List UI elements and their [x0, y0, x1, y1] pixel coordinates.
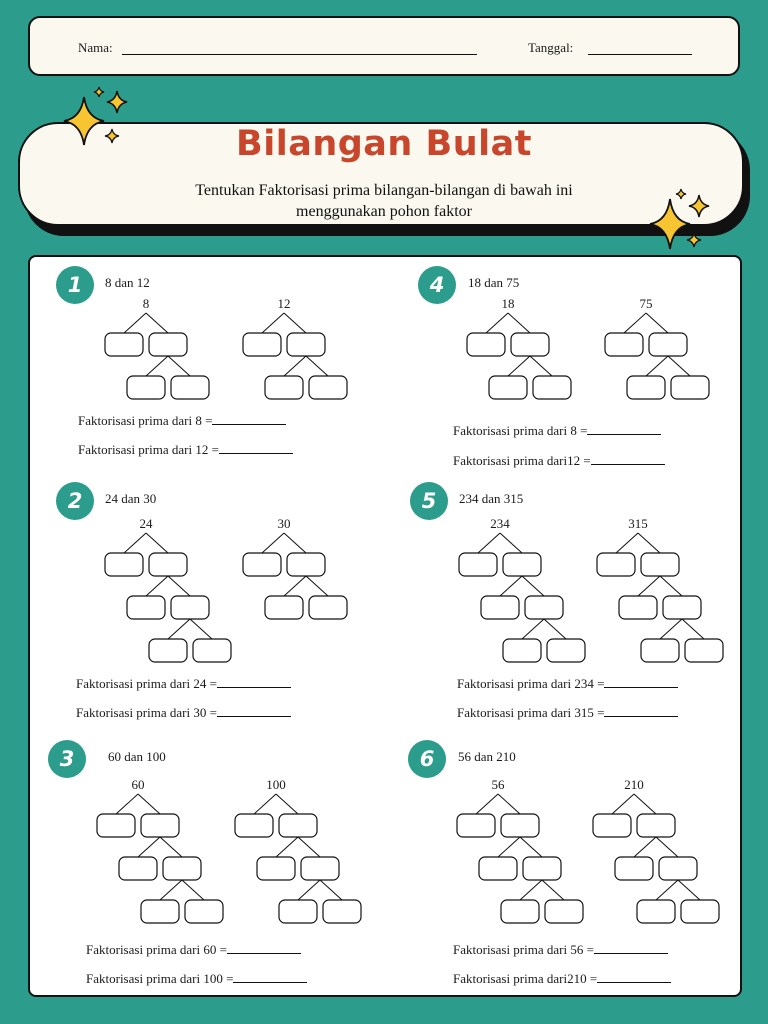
- factor-box[interactable]: [615, 857, 653, 880]
- answer-label: Faktorisasi prima dari12 =: [453, 453, 591, 468]
- nama-field[interactable]: [122, 54, 477, 55]
- answer-label: Faktorisasi prima dari 60 =: [86, 942, 227, 957]
- factor-box[interactable]: [597, 553, 635, 576]
- worksheet-panel: [28, 255, 742, 997]
- answer-label: Faktorisasi prima dari210 =: [453, 971, 598, 986]
- factor-box[interactable]: [659, 857, 697, 880]
- answer-blank[interactable]: [597, 971, 671, 983]
- prime-factorization-answer: [86, 971, 307, 987]
- problem-number-badge: 5: [410, 482, 448, 520]
- factor-box[interactable]: [619, 596, 657, 619]
- factor-box[interactable]: [105, 553, 143, 576]
- answer-blank[interactable]: [227, 942, 301, 954]
- answer-blank[interactable]: [219, 442, 293, 454]
- factor-box[interactable]: [287, 553, 325, 576]
- prime-factorization-answer: [76, 705, 291, 721]
- answer-blank[interactable]: [604, 676, 678, 688]
- answer-blank[interactable]: [604, 705, 678, 717]
- tree-root-number: 315: [628, 516, 648, 531]
- factor-box[interactable]: [671, 376, 709, 399]
- nama-label: Nama:: [78, 40, 113, 55]
- factor-box[interactable]: [547, 639, 585, 662]
- answer-blank[interactable]: [594, 942, 668, 954]
- factor-box[interactable]: [685, 639, 723, 662]
- sparkle-star-icon: [106, 90, 128, 114]
- prime-factorization-answer: [86, 942, 301, 958]
- factor-box[interactable]: [457, 814, 495, 837]
- problem-number-badge: 4: [418, 266, 456, 304]
- factor-box[interactable]: [287, 333, 325, 356]
- factor-box[interactable]: [127, 596, 165, 619]
- factor-box[interactable]: [265, 596, 303, 619]
- answer-blank[interactable]: [587, 423, 661, 435]
- tree-root-number: 8: [142, 296, 150, 311]
- sparkle-star-icon: [688, 194, 710, 218]
- prime-factorization-answer: [453, 942, 668, 958]
- factor-box[interactable]: [641, 639, 679, 662]
- prime-factorization-answer: [76, 676, 291, 692]
- name-date-bar: [28, 16, 740, 76]
- factor-box[interactable]: [141, 900, 179, 923]
- page-title: Bilangan Bulat: [236, 124, 532, 164]
- problem-pair-label: 234 dan 315: [459, 491, 524, 506]
- factor-box[interactable]: [479, 857, 517, 880]
- factor-box[interactable]: [279, 900, 317, 923]
- factor-box[interactable]: [171, 596, 209, 619]
- factor-box[interactable]: [105, 333, 143, 356]
- tree-root-number: 24: [139, 516, 153, 531]
- prime-factorization-answer: [78, 442, 293, 458]
- factor-box[interactable]: [459, 553, 497, 576]
- problem-pair-label: 18 dan 75: [468, 275, 520, 290]
- answer-label: Faktorisasi prima dari 315 =: [457, 705, 605, 720]
- factor-box[interactable]: [149, 553, 187, 576]
- factor-box[interactable]: [279, 814, 317, 837]
- answer-blank[interactable]: [591, 453, 665, 465]
- problem-pair-label: 8 dan 12: [105, 275, 150, 290]
- factor-box[interactable]: [171, 376, 209, 399]
- tree-root-number: 12: [277, 296, 291, 311]
- prime-factorization-answer: [453, 423, 661, 439]
- factor-box[interactable]: [523, 857, 561, 880]
- tree-root-number: 210: [624, 777, 644, 792]
- factor-box[interactable]: [627, 376, 665, 399]
- answer-blank[interactable]: [233, 971, 307, 983]
- factor-box[interactable]: [265, 376, 303, 399]
- factor-box[interactable]: [193, 639, 231, 662]
- factor-box[interactable]: [309, 596, 347, 619]
- tree-root-number: 18: [501, 296, 515, 311]
- factor-box[interactable]: [141, 814, 179, 837]
- sparkle-star-icon: [675, 188, 687, 200]
- answer-label: Faktorisasi prima dari 12 =: [78, 442, 219, 457]
- factor-box[interactable]: [503, 553, 541, 576]
- factor-box[interactable]: [235, 814, 273, 837]
- factor-box[interactable]: [501, 814, 539, 837]
- tanggal-field[interactable]: [588, 54, 692, 55]
- answer-label: Faktorisasi prima dari 8 =: [453, 423, 588, 438]
- factor-box[interactable]: [641, 553, 679, 576]
- prime-factorization-answer: [453, 971, 671, 987]
- factor-box[interactable]: [605, 333, 643, 356]
- problem-number-badge: 3: [48, 740, 86, 778]
- answer-blank[interactable]: [217, 676, 291, 688]
- answer-label: Faktorisasi prima dari 56 =: [453, 942, 594, 957]
- instructions-line-1: Tentukan Faktorisasi prima bilangan-bilangan di bawah ini: [195, 182, 573, 199]
- answer-label: Faktorisasi prima dari 24 =: [76, 676, 217, 691]
- factor-box[interactable]: [649, 333, 687, 356]
- factor-box[interactable]: [97, 814, 135, 837]
- factor-box[interactable]: [149, 333, 187, 356]
- prime-factorization-answer: [453, 453, 665, 469]
- factor-box[interactable]: [637, 814, 675, 837]
- factor-box[interactable]: [593, 814, 631, 837]
- factor-box[interactable]: [489, 376, 527, 399]
- factor-box[interactable]: [185, 900, 223, 923]
- problem-pair-label: 56 dan 210: [458, 749, 516, 764]
- factor-box[interactable]: [149, 639, 187, 662]
- prime-factorization-answer: [457, 705, 678, 721]
- tree-root-number: 60: [131, 777, 145, 792]
- factor-box[interactable]: [257, 857, 295, 880]
- factor-box[interactable]: [637, 900, 675, 923]
- prime-factorization-answer: [457, 676, 678, 692]
- tree-root-number: 100: [266, 777, 286, 792]
- tree-root-number: 30: [277, 516, 291, 531]
- factor-box[interactable]: [309, 376, 347, 399]
- factor-box[interactable]: [127, 376, 165, 399]
- factor-box[interactable]: [545, 900, 583, 923]
- factor-box[interactable]: [119, 857, 157, 880]
- problem-pair-label: 60 dan 100: [108, 749, 166, 764]
- tree-root-number: 75: [639, 296, 653, 311]
- factor-box[interactable]: [243, 333, 281, 356]
- factor-box[interactable]: [301, 857, 339, 880]
- sparkle-star-icon: [93, 86, 105, 98]
- factor-box[interactable]: [243, 553, 281, 576]
- factor-box[interactable]: [681, 900, 719, 923]
- tanggal-label: Tanggal:: [528, 40, 574, 55]
- factor-box[interactable]: [467, 333, 505, 356]
- answer-label: Faktorisasi prima dari 234 =: [457, 676, 605, 691]
- answer-blank[interactable]: [217, 705, 291, 717]
- factor-box[interactable]: [163, 857, 201, 880]
- problem-number-badge: 2: [56, 482, 94, 520]
- sparkle-star-icon: [686, 232, 702, 248]
- sparkle-star-icon: [62, 96, 106, 146]
- factor-box[interactable]: [533, 376, 571, 399]
- problem-number-badge: 1: [56, 266, 94, 304]
- factor-box[interactable]: [501, 900, 539, 923]
- answer-label: Faktorisasi prima dari 30 =: [76, 705, 217, 720]
- answer-blank[interactable]: [212, 413, 286, 425]
- factor-box[interactable]: [323, 900, 361, 923]
- prime-factorization-answer: [78, 413, 286, 429]
- answer-label: Faktorisasi prima dari 100 =: [86, 971, 234, 986]
- sparkle-star-icon: [104, 128, 120, 144]
- problem-pair-label: 24 dan 30: [105, 491, 157, 506]
- problem-number-badge: 6: [408, 740, 446, 778]
- instructions: [120, 180, 648, 222]
- factor-box[interactable]: [663, 596, 701, 619]
- factor-box[interactable]: [525, 596, 563, 619]
- answer-label: Faktorisasi prima dari 8 =: [78, 413, 213, 428]
- factor-box[interactable]: [503, 639, 541, 662]
- tree-root-number: 56: [491, 777, 505, 792]
- factor-box[interactable]: [511, 333, 549, 356]
- instructions-line-2: menggunakan pohon faktor: [296, 203, 472, 220]
- factor-box[interactable]: [481, 596, 519, 619]
- tree-root-number: 234: [490, 516, 510, 531]
